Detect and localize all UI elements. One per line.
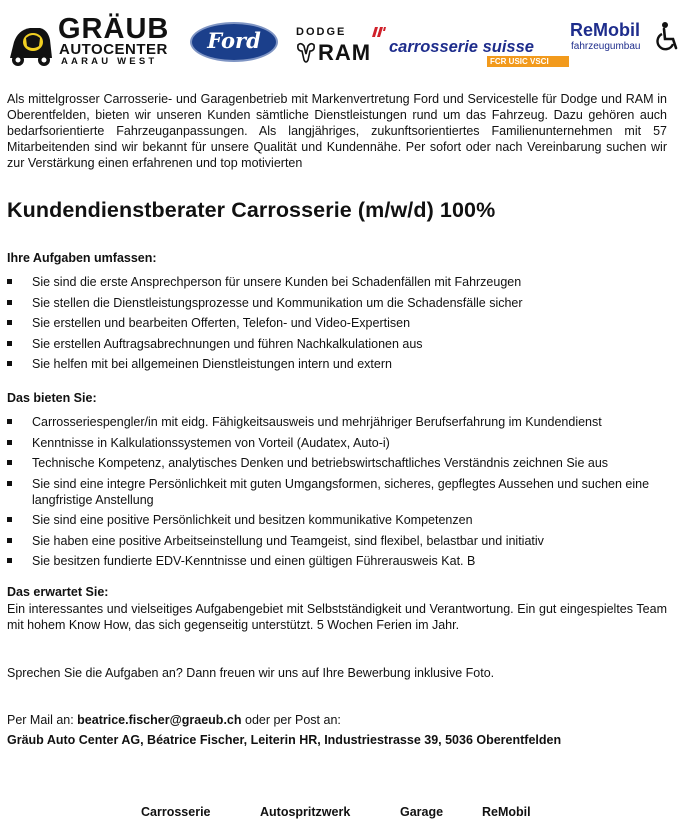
bullet-icon <box>7 460 12 465</box>
requirements-list <box>7 414 667 569</box>
remobil-wordmark: ReMobil <box>570 20 640 40</box>
bullet-icon <box>7 419 12 424</box>
list-item-text: Sie sind eine integre Persönlichkeit mit guten Umgangsformen, sicheres, gepflegtes Aussehen und suchen eine langfristige Anstellung <box>32 476 650 507</box>
contact-email-link[interactable]: beatrice.fischer@graeub.ch <box>77 713 242 727</box>
list-item-text: Sie sind die erste Ansprechperson für unsere Kunden bei Schadenfällen mit Fahrzeugen <box>32 275 522 289</box>
list-item <box>7 512 667 528</box>
bullet-icon <box>7 538 12 543</box>
list-item-text: Technische Kompetenz, analytisches Denken und betriebswirtschaftliches Verständnis zeichnen Sie aus <box>32 456 609 470</box>
list-item <box>7 455 667 471</box>
ford-wordmark: Ford <box>207 28 261 53</box>
contact-prefix: Per Mail an: <box>7 713 78 727</box>
offer-paragraph: Ein interessantes und vielseitiges Aufgabengebiet mit Selbstständigkeit und Verantwortung. Ein gut eingespieltes Team mit hohem Know How, das sich gegenseitig unterstützt. 5 Wochen Ferien im Jahr. <box>7 602 667 632</box>
wheelchair-icon <box>656 22 680 52</box>
list-item-text: Sie sind eine positive Persönlichkeit und besitzen kommunikative Kompetenzen <box>32 513 473 527</box>
dodge-stripes-icon <box>372 27 386 37</box>
list-item <box>7 315 667 331</box>
list-item-text: Sie besitzen fundierte EDV-Kenntnisse und einen gültigen Führerausweis Kat. B <box>32 554 476 568</box>
ram-wordmark: RAM <box>318 40 372 65</box>
bullet-icon <box>7 320 12 325</box>
bullet-icon <box>7 440 12 445</box>
ram-head-icon <box>296 42 316 64</box>
contact-line <box>7 712 667 728</box>
list-item-text: Sie helfen mit bei allgemeinen Dienstleistungen intern und extern <box>32 357 392 371</box>
footer-item-garage: Garage <box>400 805 444 819</box>
list-item-text: Sie erstellen Auftragsabrechnungen und führen Nachkalkulationen aus <box>32 336 423 351</box>
list-item-text: Kenntnisse in Kalkulationssystemen von Vorteil (Audatex, Auto-i) <box>32 435 390 450</box>
graeub-subtitle: AUTOCENTER <box>59 41 168 58</box>
bullet-icon <box>7 558 12 563</box>
list-item <box>7 274 667 290</box>
remobil-subtitle: fahrzeugumbau <box>571 41 641 52</box>
graeub-car-icon <box>6 20 56 68</box>
requirements-heading: Das bieten Sie: <box>7 391 97 405</box>
bullet-icon <box>7 361 12 366</box>
ford-logo <box>190 22 282 64</box>
list-item <box>7 476 667 508</box>
carrosserie-suisse-badge: FCR USIC VSCI <box>487 56 569 67</box>
bullet-icon <box>7 300 12 305</box>
list-item-text: Carrosseriespengler/in mit eidg. Fähigkeitsausweis und mehrjähriger Berufserfahrung im Kundendienst <box>32 415 602 429</box>
bullet-icon <box>7 279 12 284</box>
carrosserie-suisse-logo <box>389 38 571 70</box>
tasks-list <box>7 274 667 372</box>
tasks-heading: Ihre Aufgaben umfassen: <box>7 251 157 265</box>
remobil-logo <box>570 20 682 68</box>
dodge-ram-logo <box>296 26 388 72</box>
footer-item-remobil: ReMobil <box>482 805 531 819</box>
list-item <box>7 295 667 311</box>
footer-item-autospritzwerk: Autospritzwerk <box>260 805 351 819</box>
cta-paragraph: Sprechen Sie die Aufgaben an? Dann freuen wir uns auf Ihre Bewerbung inklusive Foto. <box>7 666 495 680</box>
job-title: Kundendienstberater Carrosserie (m/w/d) 100% <box>7 198 496 222</box>
list-item-text: Sie stellen die Dienstleistungsprozesse und Kommunikation um die Schadensfälle sicher <box>32 295 523 310</box>
graeub-location: AARAU WEST <box>61 56 158 67</box>
offer-heading: Das erwartet Sie: <box>7 585 109 599</box>
list-item <box>7 414 667 430</box>
list-item-text: Sie erstellen und bearbeiten Offerten, Telefon- und Video-Expertisen <box>32 316 411 330</box>
list-item <box>7 553 667 569</box>
intro-paragraph: Als mittelgrosser Carrosserie- und Garagenbetrieb mit Markenvertretung Ford und Servicestelle für Dodge und RAM in Oberentfelden, bieten wir unseren Kunden sämtliche Dienstleistungen rund um das Fahrzeug. Dazu gehören auch bedarfsorientierte Fahrzeuganpassungen. Als langjähriges, zukunftsorientiertes Familienunternehmen mit 57 Mitarbeitenden sind wir bekannt für unsere Qualität und Kundennähe. Per sofort oder nach Vereinbarung suchen wir zur Verstärkung einen erfahrenen und top motivierten <box>7 92 667 170</box>
graeub-logo <box>6 13 182 68</box>
bullet-icon <box>7 517 12 522</box>
list-item <box>7 356 667 372</box>
contact-suffix: oder per Post an: <box>241 713 341 727</box>
graeub-name: GRÄUB <box>58 13 170 45</box>
list-item-text: Sie haben eine positive Arbeitseinstellung und Teamgeist, sind flexibel, belastbar und initiativ <box>32 533 544 548</box>
dodge-wordmark: DODGE <box>296 26 347 38</box>
list-item <box>7 336 667 352</box>
logo-bar <box>0 12 686 72</box>
list-item <box>7 533 667 549</box>
bullet-icon <box>7 341 12 346</box>
contact-address: Gräub Auto Center AG, Béatrice Fischer, Leiterin HR, Industriestrasse 39, 5036 Oberentfelden <box>7 733 562 747</box>
list-item <box>7 435 667 451</box>
footer-item-carrosserie: Carrosserie <box>141 805 211 819</box>
job-posting <box>7 91 667 748</box>
carrosserie-suisse-wordmark: carrosserie suisse <box>389 38 534 56</box>
bullet-icon <box>7 481 12 486</box>
